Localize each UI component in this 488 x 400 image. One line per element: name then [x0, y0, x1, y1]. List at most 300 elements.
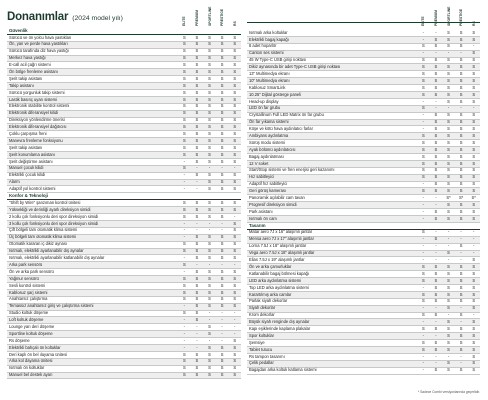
- availability-cell: -: [221, 227, 223, 233]
- availability-cell: S: [220, 296, 224, 302]
- availability-cell: S: [220, 282, 224, 288]
- availability-cell: -: [183, 227, 186, 233]
- feature-name: Top LED arka aydınlatma sistemi: [249, 284, 309, 290]
- feature-name: Tablet tutucu: [249, 346, 273, 352]
- availability-cell: -: [435, 201, 437, 207]
- availability-cell: S: [233, 158, 237, 164]
- availability-cell: S: [195, 303, 199, 309]
- availability-cell: S: [195, 317, 199, 323]
- feature-name: Spor koltuklar: [249, 332, 275, 338]
- availability-cell: -: [422, 36, 425, 42]
- trim-header: ELITE: [182, 16, 187, 26]
- availability-cell: S: [459, 367, 463, 373]
- availability-cell: -: [435, 98, 437, 104]
- availability-cell: S: [195, 172, 199, 178]
- feature-name: Direksiyon yönlendirme önerisi: [9, 117, 65, 123]
- availability-cell: -: [196, 186, 198, 192]
- availability-cell: S: [472, 84, 476, 90]
- availability-cell: S: [182, 82, 186, 88]
- availability-cell: S: [421, 105, 425, 111]
- availability-cell: -: [183, 186, 186, 192]
- availability-cell: S: [220, 179, 224, 185]
- feature-name: Sürüş modu sistemi: [249, 139, 285, 145]
- availability-cell: S: [233, 89, 237, 95]
- availability-cell: S: [233, 96, 237, 102]
- availability-cell: -: [196, 227, 198, 233]
- availability-cell: -: [208, 227, 211, 233]
- page-title: Donanımlar: [7, 11, 69, 23]
- availability-cell: S: [459, 243, 463, 249]
- availability-cell: S: [472, 298, 476, 304]
- availability-cell: S: [233, 296, 237, 302]
- availability-cell: -: [435, 243, 437, 249]
- availability-cell: S: [447, 29, 450, 35]
- feature-name: Studio koltuk döşeme: [9, 310, 49, 316]
- availability-cell: S: [195, 241, 199, 247]
- availability-cell: S: [220, 124, 224, 130]
- feature-name: Sesli kontrol sistemi: [9, 282, 46, 288]
- availability-cell: S: [447, 305, 450, 311]
- availability-cell: S: [459, 91, 463, 97]
- availability-cell: S: [447, 332, 450, 338]
- availability-cell: S: [233, 199, 237, 205]
- availability-cell: -: [435, 29, 437, 35]
- availability-cell: S: [459, 332, 463, 338]
- availability-cell: S: [472, 257, 476, 263]
- availability-cell: S: [434, 277, 438, 283]
- availability-cell: -: [196, 344, 198, 350]
- availability-cell: S: [472, 284, 476, 290]
- availability-cell: S: [434, 339, 438, 345]
- feature-name: Dikiz aynasında bir adet Type-C USB girişi noktası: [249, 64, 341, 70]
- feature-name: Çelik pedallar: [249, 360, 274, 366]
- availability-cell: S: [447, 77, 450, 83]
- page-subtitle: (2024 model yılı): [72, 15, 123, 22]
- availability-cell: S: [421, 291, 425, 297]
- availability-cell: S: [220, 103, 224, 109]
- section-title: Güvenlik: [9, 27, 28, 33]
- availability-cell: S: [182, 89, 186, 95]
- availability-cell: S: [208, 48, 211, 54]
- availability-cell: S: [421, 139, 425, 145]
- availability-cell: S: [447, 208, 450, 214]
- availability-cell: S: [472, 112, 476, 118]
- availability-cell: S: [472, 263, 476, 269]
- equipment-table-left: [7, 28, 241, 379]
- availability-cell: S: [220, 82, 224, 88]
- availability-cell: -: [422, 98, 425, 104]
- availability-cell: S: [220, 248, 224, 254]
- availability-cell: S: [195, 96, 199, 102]
- availability-cell: S: [195, 137, 199, 143]
- availability-cell: S: [421, 174, 425, 180]
- availability-cell: S: [459, 98, 463, 104]
- availability-cell: S: [472, 277, 476, 283]
- availability-cell: S: [472, 133, 476, 139]
- availability-cell: S: [195, 234, 199, 240]
- availability-cell: S: [421, 146, 425, 152]
- feature-name: Crystallinum Full LED Matrix ön far grubu: [249, 112, 324, 118]
- availability-cell: S: [182, 124, 186, 130]
- availability-cell: S: [447, 181, 450, 187]
- availability-cell: S: [472, 270, 476, 276]
- availability-cell: -: [422, 236, 425, 242]
- availability-cell: S: [195, 48, 199, 54]
- availability-cell: S: [447, 71, 450, 76]
- availability-cell: S: [421, 43, 425, 49]
- feature-name: Isıtmalı ön cam: [249, 215, 277, 221]
- availability-cell: S: [182, 151, 186, 157]
- availability-cell: S: [220, 255, 224, 261]
- feature-name: Elektrikli çocuk kilidi: [9, 172, 46, 178]
- availability-cell: S: [220, 131, 224, 137]
- availability-cell: S: [472, 139, 476, 145]
- availability-cell: S: [195, 358, 199, 364]
- availability-cell: S: [195, 351, 199, 357]
- availability-cell: S: [208, 268, 211, 274]
- availability-cell: S: [233, 227, 237, 233]
- availability-cell: -: [422, 126, 425, 132]
- availability-cell: -: [435, 50, 437, 56]
- availability-cell: S: [233, 337, 237, 343]
- feature-name: 8 adet hoparlör: [249, 43, 277, 49]
- feature-name: Ön ve arka park sensörü: [9, 268, 54, 274]
- availability-cell: S: [459, 325, 463, 331]
- availability-cell: -: [422, 243, 425, 249]
- feature-name: Büyük siyah renginde dış aynalar: [249, 319, 310, 325]
- availability-cell: S: [182, 248, 186, 254]
- feature-name: Isıtmalı, elektrikli ayarlanabilir dış aynalar: [9, 248, 84, 254]
- availability-cell: -: [422, 181, 425, 187]
- feature-name: Park asistanı: [249, 208, 273, 214]
- feature-name: Panoramik açılabilir cam tavan: [249, 195, 305, 201]
- availability-cell: S: [208, 34, 211, 40]
- section-title: Konfor & Teknoloji: [9, 193, 48, 199]
- availability-cell: S: [220, 89, 224, 95]
- availability-cell: -: [460, 236, 462, 242]
- feature-name: Ön far yıkama sistemi: [249, 119, 289, 125]
- availability-cell: S: [220, 69, 224, 74]
- availability-cell: S: [182, 131, 186, 137]
- availability-cell: S: [472, 215, 476, 221]
- availability-cell: -: [422, 360, 425, 366]
- availability-cell: S: [421, 339, 425, 345]
- availability-cell: S: [472, 332, 476, 338]
- availability-cell: S: [472, 346, 476, 352]
- availability-cell: S: [459, 346, 463, 352]
- availability-cell: S: [459, 208, 463, 214]
- feature-name: Çift bölgeli tam otomatik klima sistemi: [9, 227, 78, 233]
- availability-cell: -: [435, 353, 437, 359]
- availability-cell: -: [460, 105, 462, 111]
- availability-cell: S: [182, 206, 186, 212]
- availability-cell: S: [421, 84, 425, 90]
- availability-cell: S: [195, 55, 199, 61]
- availability-cell: -: [208, 261, 211, 267]
- feature-name: Mensa aero 7J x 17" alaşımlı jantlar: [249, 236, 314, 242]
- availability-cell: -: [473, 312, 475, 318]
- availability-cell: S: [459, 36, 463, 42]
- availability-cell: S: [220, 358, 224, 364]
- availability-cell: S: [195, 296, 199, 302]
- availability-cell: S: [472, 91, 476, 97]
- availability-cell: S: [195, 282, 199, 288]
- availability-cell: S: [195, 62, 199, 68]
- availability-cell: S: [447, 133, 450, 139]
- feature-name: Canton ses sistemi: [249, 50, 284, 56]
- availability-cell: S: [182, 365, 186, 371]
- availability-cell: S: [233, 144, 237, 150]
- availability-cell: -: [221, 317, 223, 323]
- availability-cell: S: [434, 71, 438, 76]
- availability-cell: S: [220, 158, 224, 164]
- availability-cell: S: [447, 270, 450, 276]
- feature-name: Sportline koltuk döşeme: [9, 330, 53, 336]
- availability-cell: S: [447, 146, 450, 152]
- feature-name: Şemsiye: [249, 339, 265, 345]
- availability-cell: S: [472, 160, 476, 166]
- availability-cell: -: [208, 220, 211, 226]
- availability-cell: S: [421, 91, 425, 97]
- feature-name: Şerit konumlama asistanı: [9, 151, 55, 157]
- availability-cell: S: [195, 289, 199, 295]
- availability-cell: S: [182, 137, 186, 143]
- availability-cell: S: [220, 34, 224, 40]
- availability-cell: S: [447, 319, 450, 325]
- availability-cell: S: [220, 55, 224, 61]
- availability-cell: -: [183, 255, 186, 261]
- availability-cell: S: [233, 41, 237, 47]
- availability-cell: S: [447, 367, 450, 373]
- feature-name: 12 V soket: [249, 160, 269, 166]
- availability-cell: -: [435, 195, 437, 201]
- availability-cell: S: [434, 84, 438, 90]
- availability-cell: S: [208, 248, 211, 254]
- availability-cell: S: [421, 298, 425, 304]
- availability-cell: S: [447, 112, 450, 118]
- feature-name: Rs döşeme: [9, 337, 30, 343]
- feature-name: Şerit değiştirme asistanı: [9, 158, 53, 164]
- availability-cell: -: [183, 337, 186, 343]
- feature-name: 2 kollu çok fonksiyonlu deri spor direksiyon simidi: [9, 213, 99, 219]
- feature-name: Arka kol dayama ünitesi: [9, 358, 53, 364]
- availability-cell: S: [472, 50, 476, 56]
- availability-cell: S: [208, 75, 211, 81]
- availability-cell: S: [434, 133, 438, 139]
- availability-cell: S: [233, 234, 237, 240]
- availability-cell: -: [234, 310, 236, 316]
- availability-cell: S: [233, 172, 237, 178]
- availability-cell: S: [472, 146, 476, 152]
- availability-cell: S: [233, 220, 237, 226]
- availability-cell: S: [220, 275, 224, 281]
- availability-cell: S*: [458, 195, 464, 201]
- availability-cell: S: [220, 289, 224, 295]
- feature-name: Kablosuz SmartLink: [249, 84, 286, 90]
- availability-cell: S: [434, 36, 438, 42]
- availability-cell: S: [233, 75, 237, 81]
- availability-cell: S: [434, 215, 438, 221]
- availability-cell: S: [434, 188, 438, 194]
- availability-cell: -: [460, 305, 462, 311]
- availability-cell: S: [195, 34, 199, 40]
- availability-cell: S: [182, 261, 186, 267]
- availability-cell: S: [208, 151, 211, 157]
- availability-cell: S: [447, 139, 450, 145]
- availability-cell: -: [234, 165, 236, 171]
- availability-cell: S: [434, 91, 438, 97]
- availability-cell: S: [233, 255, 237, 261]
- availability-cell: S: [233, 275, 237, 281]
- feature-name: Üç bölgeli tam otomatik klima sistemi: [9, 234, 77, 240]
- availability-cell: S: [421, 325, 425, 331]
- availability-cell: S: [195, 131, 199, 137]
- availability-cell: -: [473, 243, 475, 249]
- availability-cell: S: [233, 69, 237, 74]
- availability-cell: S: [459, 174, 463, 180]
- trim-header: RS: [232, 21, 237, 26]
- availability-cell: S: [459, 263, 463, 269]
- availability-cell: S: [434, 284, 438, 290]
- availability-cell: S: [434, 153, 438, 159]
- availability-cell: S: [472, 188, 476, 194]
- availability-cell: S: [434, 57, 438, 63]
- availability-cell: S: [182, 372, 186, 378]
- availability-cell: S: [459, 160, 463, 166]
- availability-cell: S: [459, 139, 463, 145]
- availability-cell: S: [233, 365, 237, 371]
- availability-cell: S: [421, 160, 425, 166]
- trim-header: PREMIUM: [433, 9, 438, 26]
- availability-cell: S: [208, 323, 211, 329]
- availability-cell: -: [234, 213, 236, 219]
- availability-cell: S: [182, 55, 186, 61]
- availability-cell: S: [233, 282, 237, 288]
- availability-cell: -: [422, 305, 425, 311]
- feature-name: Arka park sensörü: [9, 261, 43, 267]
- availability-cell: S: [421, 229, 425, 235]
- availability-cell: S: [220, 62, 224, 68]
- footnote: * Sadece Combi versiyonlarında geçerlidir.: [417, 390, 480, 394]
- feature-name: 45 W Type-C USB girişi noktası: [249, 57, 307, 63]
- equipment-table-right: [247, 30, 480, 375]
- feature-name: Adaptif yol kontrol sistemi: [9, 186, 56, 192]
- availability-cell: S: [421, 188, 425, 194]
- availability-cell: S: [459, 112, 463, 118]
- availability-cell: -: [422, 215, 425, 221]
- availability-cell: -: [183, 323, 186, 329]
- availability-cell: S: [459, 133, 463, 139]
- availability-cell: S: [472, 119, 476, 125]
- availability-cell: -: [422, 257, 425, 263]
- availability-cell: S: [182, 69, 186, 74]
- feature-name: Hız sabitleyici: [249, 174, 275, 180]
- availability-cell: S: [220, 186, 224, 192]
- availability-cell: S: [208, 82, 211, 88]
- availability-cell: S: [220, 96, 224, 102]
- availability-cell: S: [447, 36, 450, 42]
- availability-cell: -: [221, 220, 223, 226]
- trim-header: ELITE: [421, 16, 426, 26]
- availability-cell: S: [472, 126, 476, 132]
- availability-cell: S: [182, 34, 186, 40]
- availability-cell: S: [472, 181, 476, 187]
- trim-headers-left: [178, 6, 241, 26]
- availability-cell: -: [435, 250, 437, 256]
- availability-cell: S: [421, 277, 425, 283]
- availability-cell: -: [208, 165, 211, 171]
- availability-cell: S: [447, 160, 450, 166]
- availability-cell: -: [196, 179, 198, 185]
- availability-cell: S: [233, 344, 237, 350]
- feature-name: Otomatik kararan iç dikiz aynası: [9, 241, 68, 247]
- availability-cell: -: [422, 353, 425, 359]
- availability-cell: S: [472, 201, 476, 207]
- availability-cell: -: [221, 323, 223, 329]
- feature-name: Rs tampon tasarımı: [249, 353, 285, 359]
- trim-header: SPORTLINE: [446, 6, 451, 26]
- availability-cell: S: [472, 367, 476, 373]
- availability-cell: S: [459, 77, 463, 83]
- availability-cell: S: [195, 144, 199, 150]
- availability-cell: S: [434, 112, 438, 118]
- availability-cell: S: [182, 199, 186, 205]
- availability-cell: S: [220, 151, 224, 157]
- availability-cell: -: [183, 234, 186, 240]
- availability-cell: -: [221, 337, 223, 343]
- availability-cell: S: [459, 270, 463, 276]
- availability-cell: S: [220, 41, 224, 47]
- availability-cell: S: [233, 372, 237, 378]
- feature-name: Alarm: [9, 179, 20, 185]
- availability-cell: -: [208, 310, 211, 316]
- feature-name: Manuel çocuk kilidi: [9, 165, 44, 171]
- availability-cell: S: [459, 291, 463, 297]
- availability-cell: S: [208, 275, 211, 281]
- feature-name: Bagaj aydınlatması: [249, 153, 284, 159]
- availability-cell: -: [196, 323, 198, 329]
- availability-cell: -: [183, 158, 186, 164]
- availability-cell: S: [447, 325, 450, 331]
- feature-name: 13" Multimedya ekranı: [249, 71, 290, 76]
- availability-cell: S: [421, 71, 425, 76]
- availability-cell: S: [208, 89, 211, 95]
- trim-header: PRESTIGE: [459, 8, 464, 26]
- availability-cell: S: [182, 310, 186, 316]
- availability-cell: -: [208, 337, 211, 343]
- availability-cell: S: [459, 29, 463, 35]
- availability-cell: S: [434, 64, 438, 70]
- availability-cell: S: [208, 372, 211, 378]
- availability-cell: S: [220, 172, 224, 178]
- availability-cell: -: [221, 310, 223, 316]
- availability-cell: S: [208, 117, 211, 123]
- availability-cell: S: [182, 96, 186, 102]
- feature-name: Ambiyans aydınlatma: [249, 133, 289, 139]
- availability-cell: S: [220, 144, 224, 150]
- availability-cell: S: [459, 71, 463, 76]
- availability-cell: S: [182, 75, 186, 81]
- availability-cell: S: [447, 339, 450, 345]
- availability-cell: S: [195, 310, 199, 316]
- availability-cell: S: [447, 298, 450, 304]
- availability-cell: S: [459, 215, 463, 221]
- availability-cell: S: [195, 213, 199, 219]
- availability-cell: -: [183, 344, 186, 350]
- availability-cell: S: [472, 325, 476, 331]
- availability-cell: S: [220, 199, 224, 205]
- availability-cell: S: [220, 372, 224, 378]
